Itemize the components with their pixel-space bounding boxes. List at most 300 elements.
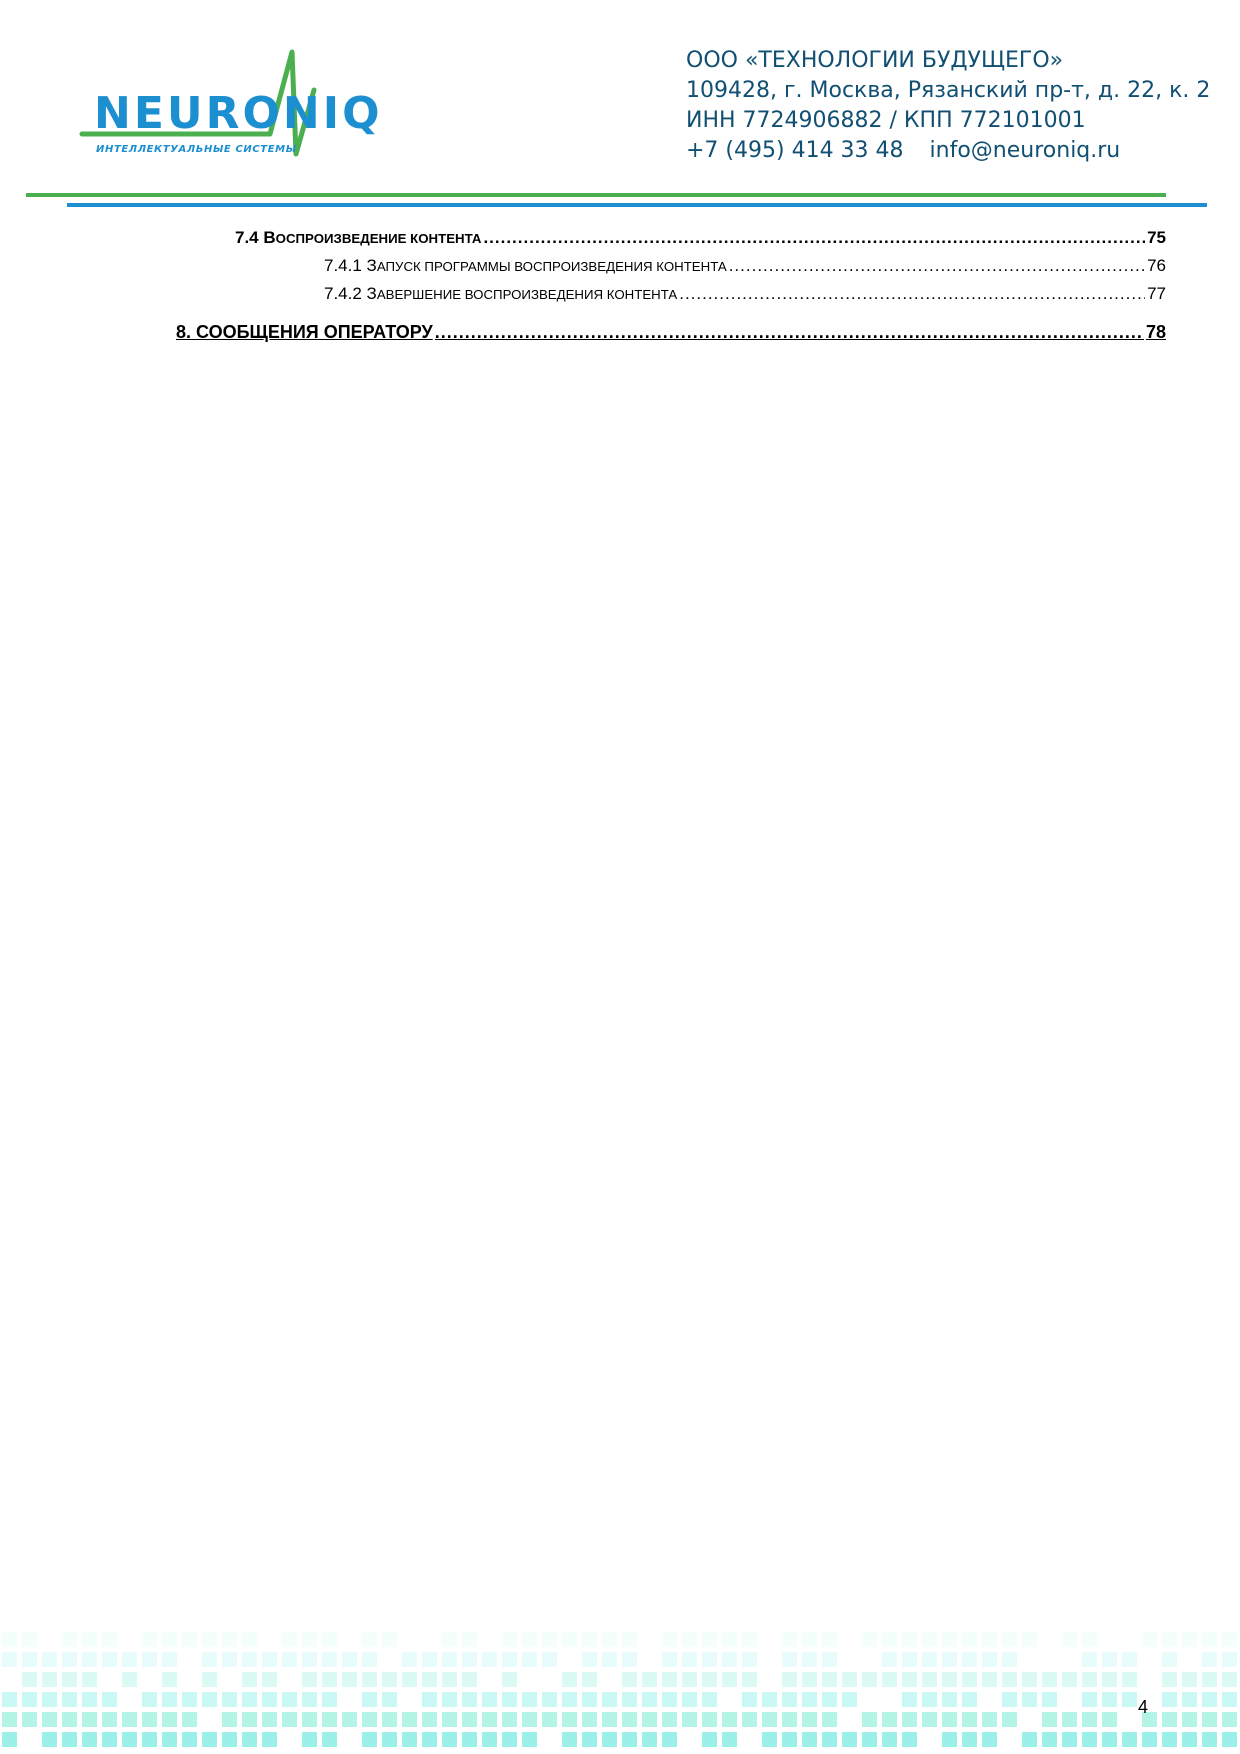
footer-pattern-square xyxy=(202,1732,217,1747)
footer-pattern-square xyxy=(502,1672,517,1687)
footer-pattern-square xyxy=(1222,1692,1237,1707)
footer-pattern-square xyxy=(462,1732,477,1747)
footer-pattern-square xyxy=(1182,1712,1197,1727)
footer-pattern-square xyxy=(722,1712,737,1727)
footer-pattern-square xyxy=(482,1692,497,1707)
footer-pattern-square xyxy=(942,1712,957,1727)
footer-pattern-square xyxy=(562,1672,577,1687)
footer-pattern-square xyxy=(262,1652,277,1667)
footer-pattern-square xyxy=(922,1672,937,1687)
footer-pattern-square xyxy=(362,1632,377,1647)
footer-pattern-square xyxy=(302,1692,317,1707)
footer-pattern-square xyxy=(1062,1732,1077,1747)
footer-pattern-square xyxy=(2,1632,17,1647)
footer-pattern-square xyxy=(342,1712,357,1727)
footer-pattern-square xyxy=(662,1652,677,1667)
footer-pattern-square xyxy=(502,1732,517,1747)
footer-pattern-square xyxy=(362,1672,377,1687)
footer-pattern-square xyxy=(1222,1672,1237,1687)
footer-pattern-square xyxy=(242,1652,257,1667)
footer-pattern-square xyxy=(82,1712,97,1727)
toc-entry-title-cap: З xyxy=(366,256,377,275)
footer-pattern-square xyxy=(402,1652,417,1667)
footer-pattern-square xyxy=(742,1632,757,1647)
footer-pattern-square xyxy=(342,1672,357,1687)
footer-pattern-square xyxy=(842,1672,857,1687)
footer-pattern-square xyxy=(662,1732,677,1747)
footer-pattern-square xyxy=(442,1652,457,1667)
footer-pattern-square xyxy=(922,1652,937,1667)
toc-entry-title: 8. СООБЩЕНИЯ ОПЕРАТОРУ xyxy=(176,322,433,342)
footer-pattern-square xyxy=(182,1732,197,1747)
footer-pattern-square xyxy=(1182,1632,1197,1647)
footer-pattern-square xyxy=(1202,1672,1217,1687)
footer-pattern-square xyxy=(82,1732,97,1747)
footer-pattern-square xyxy=(522,1632,537,1647)
footer-pattern-square xyxy=(262,1692,277,1707)
footer-pattern-square xyxy=(682,1652,697,1667)
footer-pattern-square xyxy=(302,1732,317,1747)
footer-pattern-square xyxy=(382,1732,397,1747)
footer-pattern-square xyxy=(1022,1632,1037,1647)
footer-pattern-square xyxy=(962,1732,977,1747)
footer-pattern-square xyxy=(1202,1712,1217,1727)
footer-pattern-square xyxy=(742,1652,757,1667)
footer-pattern-square xyxy=(1122,1652,1137,1667)
footer-pattern-square xyxy=(242,1692,257,1707)
footer-pattern-square xyxy=(702,1632,717,1647)
footer-pattern-square xyxy=(1002,1672,1017,1687)
footer-pattern-square xyxy=(862,1632,877,1647)
footer-pattern-square xyxy=(422,1712,437,1727)
footer-pattern-square xyxy=(502,1632,517,1647)
footer-pattern-square xyxy=(22,1652,37,1667)
footer-pattern-square xyxy=(382,1692,397,1707)
footer-pattern-square xyxy=(1122,1732,1137,1747)
footer-pattern-square xyxy=(102,1712,117,1727)
footer-pattern-square xyxy=(222,1632,237,1647)
toc-entry-number: 7.4.2 xyxy=(324,284,362,303)
footer-pattern-square xyxy=(102,1632,117,1647)
footer-pattern-square xyxy=(822,1632,837,1647)
footer-pattern-square xyxy=(562,1732,577,1747)
footer-pattern-square xyxy=(42,1732,57,1747)
footer-pattern-square xyxy=(142,1712,157,1727)
footer-pattern-square xyxy=(682,1672,697,1687)
footer-pattern-square xyxy=(222,1712,237,1727)
footer-pattern-square xyxy=(242,1712,257,1727)
footer-pattern-square xyxy=(602,1632,617,1647)
footer-pattern-square xyxy=(182,1632,197,1647)
footer-pattern-square xyxy=(622,1672,637,1687)
footer-pattern-square xyxy=(922,1632,937,1647)
footer-pattern-square xyxy=(782,1732,797,1747)
footer-pattern-square xyxy=(662,1632,677,1647)
footer-pattern-square xyxy=(322,1732,337,1747)
footer-decorative-pattern xyxy=(0,1630,1240,1754)
footer-pattern-square xyxy=(182,1712,197,1727)
footer-pattern-square xyxy=(1102,1692,1117,1707)
footer-pattern-square xyxy=(1082,1672,1097,1687)
footer-pattern-square xyxy=(782,1692,797,1707)
footer-pattern-square xyxy=(202,1632,217,1647)
footer-pattern-square xyxy=(142,1692,157,1707)
footer-pattern-square xyxy=(902,1652,917,1667)
footer-pattern-square xyxy=(602,1692,617,1707)
footer-pattern-square xyxy=(1082,1692,1097,1707)
footer-pattern-square xyxy=(1082,1732,1097,1747)
footer-pattern-square xyxy=(322,1672,337,1687)
footer-pattern-square xyxy=(1162,1632,1177,1647)
toc-page-number: 78 xyxy=(1145,322,1166,342)
footer-pattern-square xyxy=(1162,1672,1177,1687)
footer-pattern-square xyxy=(822,1652,837,1667)
footer-pattern-square xyxy=(42,1672,57,1687)
footer-pattern-square xyxy=(1122,1692,1137,1707)
footer-pattern-square xyxy=(862,1672,877,1687)
footer-pattern-square xyxy=(902,1712,917,1727)
footer-pattern-square xyxy=(2,1692,17,1707)
footer-pattern-square xyxy=(422,1732,437,1747)
footer-pattern-square xyxy=(222,1732,237,1747)
footer-pattern-square xyxy=(162,1632,177,1647)
footer-pattern-square xyxy=(562,1632,577,1647)
footer-pattern-square xyxy=(902,1692,917,1707)
footer-pattern-square xyxy=(362,1652,377,1667)
company-tax-ids: ИНН 7724906882 / КПП 772101001 xyxy=(686,108,1086,133)
footer-pattern-square xyxy=(422,1692,437,1707)
footer-pattern-square xyxy=(362,1692,377,1707)
footer-pattern-square xyxy=(62,1632,77,1647)
footer-pattern-square xyxy=(1182,1692,1197,1707)
footer-pattern-square xyxy=(1082,1652,1097,1667)
footer-pattern-square xyxy=(582,1732,597,1747)
footer-pattern-square xyxy=(1042,1712,1057,1727)
toc-entry-number: 7.4 xyxy=(235,228,259,247)
footer-pattern-square xyxy=(262,1712,277,1727)
header-rule-blue xyxy=(67,203,1207,207)
footer-pattern-square xyxy=(762,1692,777,1707)
footer-pattern-square xyxy=(462,1692,477,1707)
footer-pattern-square xyxy=(242,1632,257,1647)
footer-pattern-square xyxy=(1082,1632,1097,1647)
footer-pattern-square xyxy=(622,1632,637,1647)
footer-pattern-square xyxy=(662,1672,677,1687)
footer-pattern-square xyxy=(802,1692,817,1707)
footer-pattern-square xyxy=(202,1672,217,1687)
footer-pattern-square xyxy=(1002,1632,1017,1647)
footer-pattern-square xyxy=(862,1712,877,1727)
toc-page-number: 77 xyxy=(1147,284,1166,303)
footer-pattern-square xyxy=(702,1652,717,1667)
footer-pattern-square xyxy=(722,1732,737,1747)
footer-pattern-square xyxy=(1102,1732,1117,1747)
toc-entry-7-4-2[interactable] xyxy=(324,284,1166,304)
footer-pattern-square xyxy=(522,1712,537,1727)
footer-pattern-square xyxy=(22,1672,37,1687)
footer-pattern-square xyxy=(1222,1652,1237,1667)
footer-pattern-square xyxy=(202,1692,217,1707)
footer-pattern-square xyxy=(1002,1712,1017,1727)
footer-pattern-square xyxy=(1062,1712,1077,1727)
footer-pattern-square xyxy=(2,1652,17,1667)
footer-pattern-square xyxy=(1042,1732,1057,1747)
footer-pattern-square xyxy=(1162,1652,1177,1667)
footer-pattern-square xyxy=(902,1732,917,1747)
footer-pattern-square xyxy=(282,1692,297,1707)
footer-pattern-square xyxy=(42,1712,57,1727)
footer-pattern-square xyxy=(82,1652,97,1667)
footer-pattern-square xyxy=(522,1652,537,1667)
footer-pattern-square xyxy=(802,1652,817,1667)
footer-pattern-square xyxy=(82,1632,97,1647)
footer-pattern-square xyxy=(102,1732,117,1747)
footer-pattern-square xyxy=(1222,1732,1237,1747)
footer-pattern-square xyxy=(402,1732,417,1747)
footer-pattern-square xyxy=(242,1672,257,1687)
toc-entry-title-rest: АПУСК ПРОГРАММЫ ВОСПРОИЗВЕДЕНИЯ КОНТЕНТА xyxy=(376,259,727,274)
footer-pattern-square xyxy=(442,1732,457,1747)
footer-pattern-square xyxy=(302,1632,317,1647)
footer-pattern-square xyxy=(462,1632,477,1647)
footer-pattern-square xyxy=(782,1712,797,1727)
footer-pattern-square xyxy=(462,1672,477,1687)
footer-pattern-square xyxy=(462,1712,477,1727)
footer-pattern-square xyxy=(702,1692,717,1707)
company-address: 109428, г. Москва, Рязанский пр-т, д. 22, к. 2 xyxy=(686,78,1211,103)
footer-pattern-square xyxy=(442,1692,457,1707)
footer-pattern-square xyxy=(1202,1732,1217,1747)
footer-pattern-square xyxy=(682,1712,697,1727)
footer-pattern-square xyxy=(1002,1652,1017,1667)
footer-pattern-square xyxy=(322,1712,337,1727)
footer-pattern-square xyxy=(122,1672,137,1687)
footer-pattern-square xyxy=(42,1652,57,1667)
footer-pattern-square xyxy=(862,1732,877,1747)
footer-pattern-square xyxy=(402,1712,417,1727)
company-phone: +7 (495) 414 33 48 xyxy=(686,138,904,163)
footer-pattern-square xyxy=(962,1632,977,1647)
footer-pattern-square xyxy=(302,1652,317,1667)
footer-pattern-square xyxy=(222,1652,237,1667)
toc-dot-leader xyxy=(729,256,1145,276)
company-logo xyxy=(78,44,408,164)
footer-pattern-square xyxy=(782,1672,797,1687)
footer-pattern-square xyxy=(962,1692,977,1707)
footer-pattern-square xyxy=(382,1672,397,1687)
footer-pattern-square xyxy=(482,1712,497,1727)
footer-pattern-square xyxy=(602,1652,617,1667)
footer-pattern-square xyxy=(2,1732,17,1747)
footer-pattern-square xyxy=(642,1732,657,1747)
footer-pattern-square xyxy=(602,1712,617,1727)
footer-pattern-square xyxy=(642,1672,657,1687)
footer-pattern-square xyxy=(442,1632,457,1647)
company-contacts xyxy=(686,136,1210,166)
footer-pattern-square xyxy=(262,1732,277,1747)
footer-pattern-square xyxy=(382,1632,397,1647)
footer-pattern-square xyxy=(582,1692,597,1707)
footer-pattern-square xyxy=(362,1712,377,1727)
footer-pattern-square xyxy=(982,1652,997,1667)
toc-entry-title xyxy=(235,228,481,248)
footer-pattern-square xyxy=(122,1652,137,1667)
footer-pattern-square xyxy=(1022,1732,1037,1747)
footer-pattern-square xyxy=(922,1712,937,1727)
footer-pattern-square xyxy=(962,1672,977,1687)
footer-pattern-square xyxy=(542,1652,557,1667)
footer-pattern-square xyxy=(502,1712,517,1727)
footer-pattern-square xyxy=(942,1732,957,1747)
footer-pattern-square xyxy=(1042,1692,1057,1707)
footer-pattern-square xyxy=(82,1672,97,1687)
page-number: 4 xyxy=(1138,1697,1149,1717)
footer-pattern-square xyxy=(742,1692,757,1707)
company-details xyxy=(686,46,1210,166)
footer-pattern-square xyxy=(702,1732,717,1747)
footer-pattern-square xyxy=(222,1692,237,1707)
footer-pattern-square xyxy=(482,1732,497,1747)
footer-pattern-square xyxy=(422,1652,437,1667)
footer-pattern-square xyxy=(1042,1672,1057,1687)
footer-pattern-square xyxy=(962,1652,977,1667)
footer-pattern-square xyxy=(942,1632,957,1647)
footer-pattern-square xyxy=(882,1672,897,1687)
footer-pattern-square xyxy=(662,1692,677,1707)
footer-pattern-square xyxy=(62,1652,77,1667)
footer-pattern-square xyxy=(982,1632,997,1647)
toc-entry-8[interactable] xyxy=(176,322,1166,343)
footer-pattern-square xyxy=(642,1692,657,1707)
footer-pattern-square xyxy=(582,1672,597,1687)
footer-pattern-square xyxy=(1142,1732,1157,1747)
footer-pattern-square xyxy=(142,1652,157,1667)
footer-pattern-square xyxy=(642,1712,657,1727)
footer-pattern-square xyxy=(162,1712,177,1727)
footer-pattern-square xyxy=(62,1692,77,1707)
footer-pattern-square xyxy=(562,1712,577,1727)
footer-pattern-square xyxy=(542,1692,557,1707)
footer-pattern-square xyxy=(162,1732,177,1747)
toc-entry-title-rest: ОСПРОИЗВЕДЕНИЕ КОНТЕНТА xyxy=(275,231,482,246)
footer-pattern-square xyxy=(1002,1692,1017,1707)
toc-dot-leader xyxy=(435,322,1144,343)
footer-pattern-square xyxy=(1222,1632,1237,1647)
toc-entry-title-rest: АВЕРШЕНИЕ ВОСПРОИЗВЕДЕНИЯ КОНТЕНТА xyxy=(376,287,678,302)
footer-pattern-square xyxy=(462,1652,477,1667)
footer-pattern-square xyxy=(942,1672,957,1687)
footer-pattern-square xyxy=(402,1672,417,1687)
footer-pattern-square xyxy=(782,1632,797,1647)
footer-pattern-square xyxy=(882,1732,897,1747)
footer-pattern-square xyxy=(1142,1632,1157,1647)
footer-pattern-square xyxy=(802,1672,817,1687)
toc-entry-title-cap: В xyxy=(263,228,276,247)
footer-pattern-square xyxy=(742,1712,757,1727)
footer-pattern-square xyxy=(242,1732,257,1747)
toc-entry-title xyxy=(324,284,677,304)
footer-pattern-square xyxy=(702,1712,717,1727)
toc-page-number: 76 xyxy=(1147,256,1166,275)
company-email: info@neuroniq.ru xyxy=(929,138,1121,163)
footer-pattern-square xyxy=(122,1732,137,1747)
footer-pattern-square xyxy=(882,1632,897,1647)
footer-pattern-square xyxy=(802,1632,817,1647)
footer-pattern-square xyxy=(882,1712,897,1727)
footer-pattern-square xyxy=(62,1672,77,1687)
footer-pattern-square xyxy=(1202,1652,1217,1667)
footer-pattern-square xyxy=(842,1732,857,1747)
footer-pattern-square xyxy=(1162,1712,1177,1727)
toc-entry-title-cap: З xyxy=(366,284,377,303)
footer-pattern-square xyxy=(1162,1732,1177,1747)
footer-pattern-square xyxy=(482,1652,497,1667)
footer-pattern-square xyxy=(62,1712,77,1727)
footer-pattern-square xyxy=(282,1712,297,1727)
footer-pattern-square xyxy=(262,1672,277,1687)
footer-pattern-square xyxy=(682,1692,697,1707)
footer-pattern-square xyxy=(1122,1672,1137,1687)
footer-pattern-square xyxy=(322,1692,337,1707)
toc-entry-title xyxy=(324,256,727,276)
footer-pattern-square xyxy=(1082,1712,1097,1727)
company-name: ООО «ТЕХНОЛОГИИ БУДУЩЕГО» xyxy=(686,48,1064,73)
footer-pattern-square xyxy=(442,1672,457,1687)
footer-pattern-square xyxy=(1202,1692,1217,1707)
footer-pattern-square xyxy=(822,1712,837,1727)
toc-entry-7-4-1[interactable] xyxy=(324,256,1166,276)
footer-pattern-square xyxy=(622,1692,637,1707)
footer-pattern-square xyxy=(922,1692,937,1707)
footer-pattern-square xyxy=(722,1652,737,1667)
footer-pattern-square xyxy=(1162,1692,1177,1707)
footer-pattern-square xyxy=(142,1732,157,1747)
footer-pattern-square xyxy=(1022,1692,1037,1707)
footer-pattern-square xyxy=(602,1732,617,1747)
footer-pattern-square xyxy=(1022,1672,1037,1687)
footer-pattern-square xyxy=(202,1652,217,1667)
footer-pattern-square xyxy=(1062,1632,1077,1647)
footer-pattern-square xyxy=(902,1672,917,1687)
footer-pattern-square xyxy=(1102,1672,1117,1687)
logo-tagline: ИНТЕЛЛЕКТУАЛЬНЫЕ СИСТЕМЫ xyxy=(96,144,297,155)
footer-pattern-square xyxy=(1182,1732,1197,1747)
footer-pattern-square xyxy=(162,1652,177,1667)
footer-pattern-square xyxy=(422,1672,437,1687)
footer-pattern-square xyxy=(22,1632,37,1647)
footer-pattern-square xyxy=(622,1732,637,1747)
footer-pattern-square xyxy=(1222,1712,1237,1727)
footer-pattern-square xyxy=(902,1632,917,1647)
footer-pattern-square xyxy=(1062,1672,1077,1687)
footer-pattern-square xyxy=(542,1632,557,1647)
footer-pattern-square xyxy=(802,1732,817,1747)
footer-pattern-square xyxy=(982,1732,997,1747)
footer-pattern-square xyxy=(362,1732,377,1747)
footer-pattern-square xyxy=(682,1632,697,1647)
footer-pattern-square xyxy=(662,1712,677,1727)
footer-pattern-square xyxy=(582,1632,597,1647)
footer-pattern-square xyxy=(22,1712,37,1727)
footer-pattern-square xyxy=(282,1652,297,1667)
footer-pattern-square xyxy=(162,1692,177,1707)
toc-entry-7-4[interactable] xyxy=(235,228,1166,248)
footer-pattern-square xyxy=(782,1652,797,1667)
footer-pattern-square xyxy=(102,1652,117,1667)
footer-pattern-square xyxy=(282,1632,297,1647)
footer-pattern-square xyxy=(342,1652,357,1667)
toc-entry-number: 7.4.1 xyxy=(324,256,362,275)
